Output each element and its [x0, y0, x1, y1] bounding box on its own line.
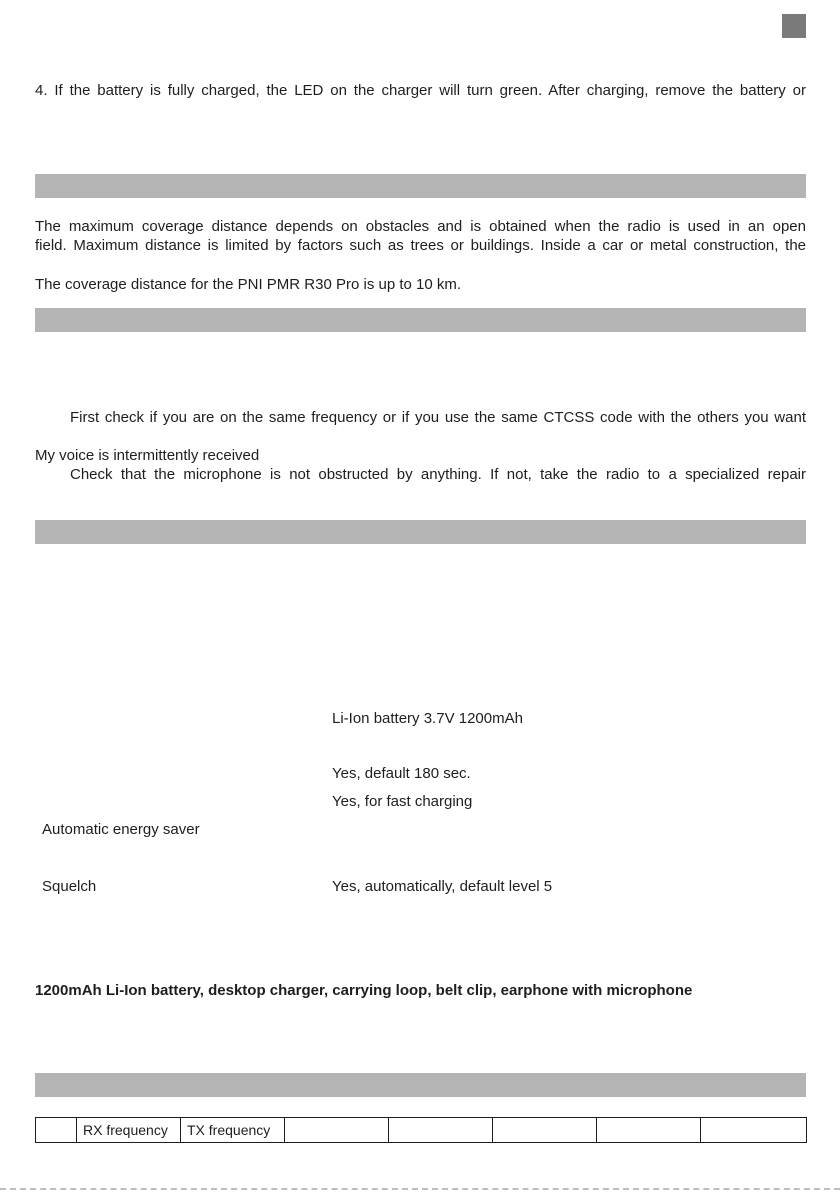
frequency-table — [35, 1117, 807, 1143]
frequency-table-header-cell: RX frequency — [77, 1118, 181, 1143]
spec-squelch-value: Yes, automatically, default level 5 — [332, 878, 553, 895]
section-bar-troubleshooting — [35, 308, 806, 332]
section-bar-frequency-table — [35, 1073, 806, 1097]
frequency-table-header-cell — [597, 1118, 701, 1143]
troubleshooting-question-2: My voice is intermittently received — [35, 447, 260, 464]
spec-battery-value: Li-Ion battery 3.7V 1200mAh — [332, 710, 523, 727]
charging-step-text: 4. If the battery is fully charged, the LED on the charger will turn green. After charging, remove the battery or — [35, 82, 806, 99]
frequency-table-header-cell — [36, 1118, 77, 1143]
frequency-table-header-row — [36, 1118, 807, 1143]
package-contents: 1200mAh Li-Ion battery, desktop charger, carrying loop, belt clip, earphone with microphone — [35, 982, 693, 999]
coverage-line-3: The coverage distance for the PNI PMR R30 Pro is up to 10 km. — [35, 276, 462, 293]
troubleshooting-answer-1: First check if you are on the same frequency or if you use the same CTCSS code with the others you want — [70, 409, 806, 426]
frequency-table-header-cell — [285, 1118, 389, 1143]
troubleshooting-answer-2: Check that the microphone is not obstructed by anything. If not, take the radio to a specialized repair — [70, 466, 806, 483]
spec-squelch-label: Squelch — [42, 878, 97, 895]
page-corner-marker — [782, 14, 806, 38]
section-bar-specifications — [35, 520, 806, 544]
spec-timeout-value: Yes, default 180 sec. — [332, 765, 471, 782]
frequency-table-header-cell — [389, 1118, 493, 1143]
section-bar-coverage — [35, 174, 806, 198]
bottom-dashed-border — [0, 1188, 840, 1190]
frequency-table-header-cell — [493, 1118, 597, 1143]
frequency-table-header-cell — [701, 1118, 807, 1143]
coverage-line-2: field. Maximum distance is limited by factors such as trees or buildings. Inside a car or metal construction, the — [35, 237, 806, 254]
spec-charging-value: Yes, for fast charging — [332, 793, 473, 810]
spec-energy-saver-label: Automatic energy saver — [42, 821, 200, 838]
frequency-table-header-cell: TX frequency — [181, 1118, 285, 1143]
coverage-line-1: The maximum coverage distance depends on obstacles and is obtained when the radio is used in an open — [35, 218, 806, 235]
